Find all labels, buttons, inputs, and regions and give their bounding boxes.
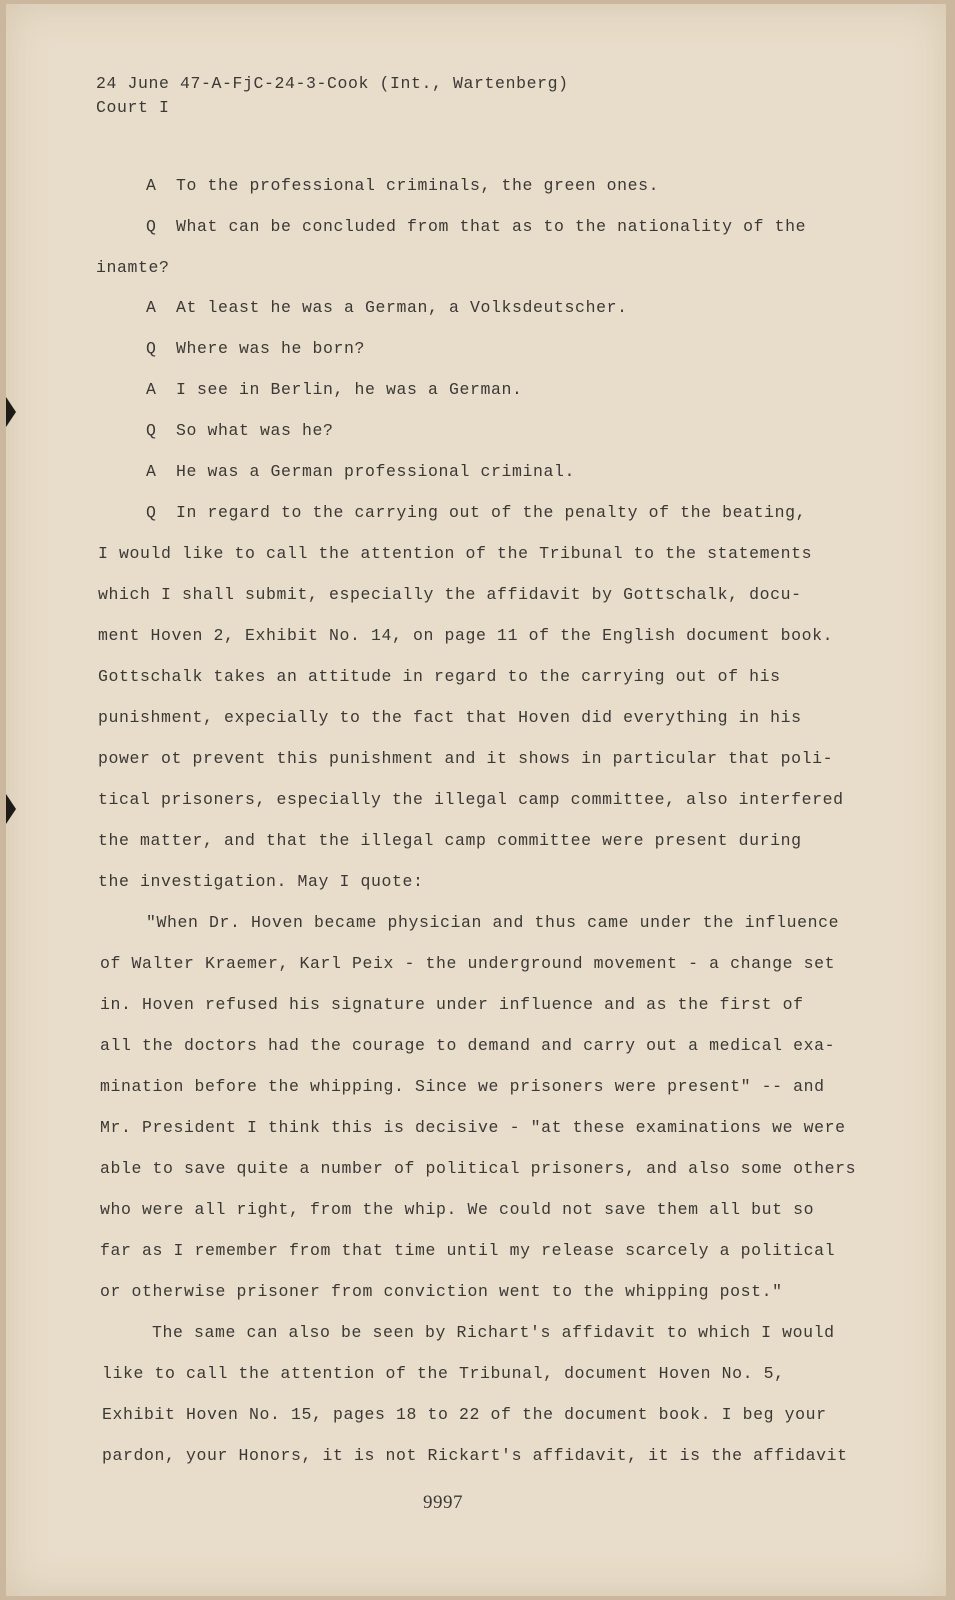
quote-line: mination before the whipping. Since we prisoners were present" -- and	[100, 1077, 825, 1096]
qa-line	[146, 421, 334, 440]
qa-text: So what was he?	[176, 421, 334, 440]
body-line: tical prisoners, especially the illegal camp committee, also interfered	[98, 790, 844, 809]
body-line: which I shall submit, especially the affidavit by Gottschalk, docu-	[98, 585, 802, 604]
qa-text: In regard to the carrying out of the penalty of the beating,	[176, 503, 807, 522]
quote-line: "When Dr. Hoven became physician and thus came under the influence	[146, 913, 840, 932]
quote-line: who were all right, from the whip. We could not save them all but so	[100, 1200, 815, 1219]
speaker-label: Q	[146, 421, 157, 440]
speaker-label: Q	[146, 339, 157, 358]
body-line: power ot prevent this punishment and it shows in particular that poli-	[98, 749, 834, 768]
qa-text: I see in Berlin, he was a German.	[176, 380, 523, 399]
body-line: the investigation. May I quote:	[98, 872, 424, 891]
speaker-label: Q	[146, 217, 157, 236]
quote-line: far as I remember from that time until my release scarcely a political	[100, 1241, 836, 1260]
body-line: pardon, your Honors, it is not Rickart's affidavit, it is the affidavit	[102, 1446, 848, 1465]
qa-line	[146, 462, 575, 481]
speaker-label: Q	[146, 503, 157, 522]
header-line-1: 24 June 47-A-FjC-24-3-Cook (Int., Wartenberg)	[96, 74, 569, 93]
binder-hole	[6, 397, 16, 427]
binder-hole	[6, 794, 16, 824]
qa-line	[146, 380, 523, 399]
qa-line	[146, 503, 806, 522]
quote-line: in. Hoven refused his signature under influence and as the first of	[100, 995, 804, 1014]
qa-line	[96, 258, 170, 277]
quote-line: or otherwise prisoner from conviction went to the whipping post."	[100, 1282, 783, 1301]
qa-text: Where was he born?	[176, 339, 366, 358]
speaker-label: A	[146, 462, 157, 481]
quote-line: of Walter Kraemer, Karl Peix - the underground movement - a change set	[100, 954, 836, 973]
page-header	[96, 72, 569, 120]
quote-line: able to save quite a number of political prisoners, and also some others	[100, 1159, 857, 1178]
speaker-label: A	[146, 380, 157, 399]
qa-line	[146, 298, 628, 317]
qa-line	[146, 217, 806, 236]
qa-text: At least he was a German, a Volksdeutscher.	[176, 298, 628, 317]
page-number: 9997	[423, 1492, 463, 1513]
speaker-label: A	[146, 176, 157, 195]
body-line: Gottschalk takes an attitude in regard to the carrying out of his	[98, 667, 781, 686]
body-line: like to call the attention of the Tribunal, document Hoven No. 5,	[102, 1364, 785, 1383]
quote-line: all the doctors had the courage to demand and carry out a medical exa-	[100, 1036, 836, 1055]
body-line: The same can also be seen by Richart's affidavit to which I would	[152, 1323, 835, 1342]
header-line-2: Court I	[96, 98, 170, 117]
body-line: I would like to call the attention of the Tribunal to the statements	[98, 544, 813, 563]
body-line: ment Hoven 2, Exhibit No. 14, on page 11 of the English document book.	[98, 626, 834, 645]
body-line: Exhibit Hoven No. 15, pages 18 to 22 of the document book. I beg your	[102, 1405, 827, 1424]
speaker-label: A	[146, 298, 157, 317]
qa-text: To the professional criminals, the green ones.	[176, 176, 660, 195]
qa-line	[146, 176, 659, 195]
qa-line	[146, 339, 365, 358]
quote-line: Mr. President I think this is decisive - "at these examinations we were	[100, 1118, 846, 1137]
qa-text: He was a German professional criminal.	[176, 462, 576, 481]
body-line: the matter, and that the illegal camp committee were present during	[98, 831, 802, 850]
qa-text: inamte?	[96, 258, 170, 277]
qa-text: What can be concluded from that as to the nationality of the	[176, 217, 807, 236]
document-page	[6, 4, 946, 1596]
body-line: punishment, expecially to the fact that Hoven did everything in his	[98, 708, 802, 727]
